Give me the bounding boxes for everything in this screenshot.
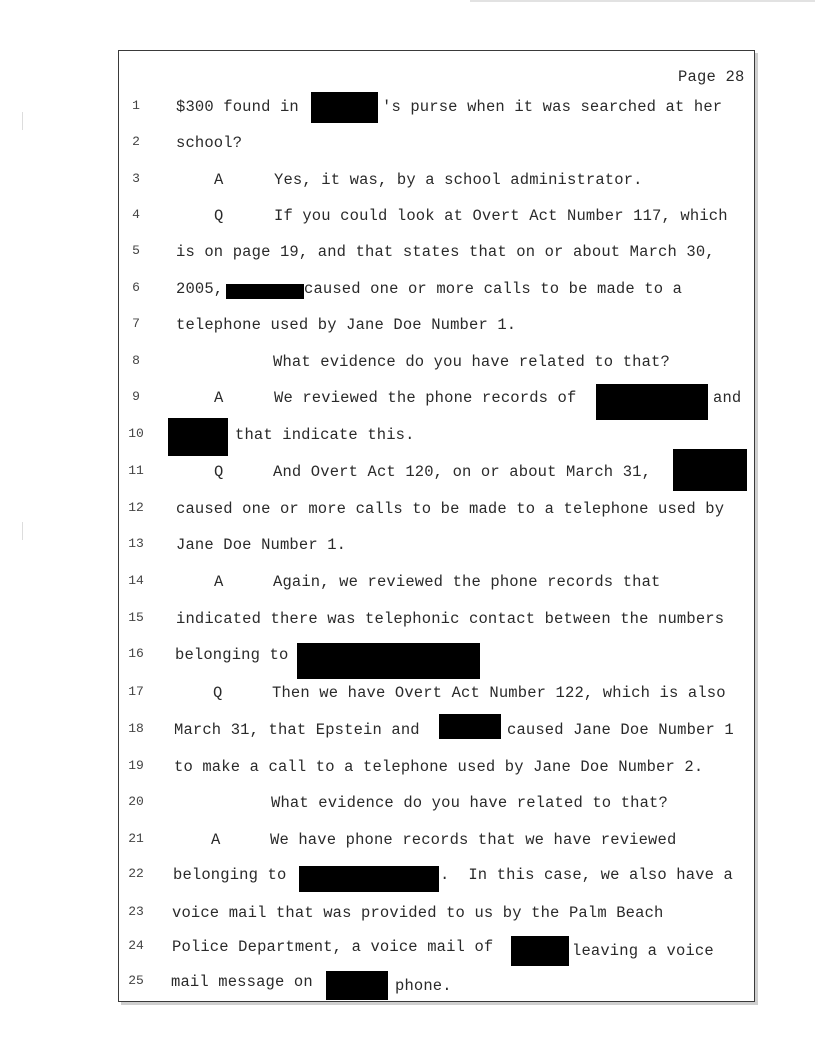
line-text: 's purse when it was searched at her [382,98,723,116]
line-number: 12 [128,500,144,515]
page-number: Page 28 [678,68,745,86]
line-text: We have phone records that we have reviewed [270,831,677,849]
transcript-line-20 [0,794,815,824]
transcript-line-25 [0,973,815,1003]
redaction-box [311,92,378,123]
transcript-line-24 [0,938,815,968]
line-number: 3 [132,171,140,186]
transcript-line-6 [0,280,815,310]
transcript-line-23 [0,904,815,934]
transcript-line-4 [0,207,815,237]
line-text: 2005, [176,280,224,298]
transcript-line-18 [0,721,815,751]
line-text: What evidence do you have related to that? [273,353,670,371]
line-number: 9 [132,389,140,404]
question-marker: Q [213,684,223,702]
answer-marker: A [214,389,224,407]
transcript-line-13 [0,536,815,566]
transcript-line-2 [0,134,815,164]
redaction-box [511,936,569,966]
line-text: belonging to [173,866,287,884]
line-text: Then we have Overt Act Number 122, which is also [272,684,726,702]
line-number: 2 [132,134,140,149]
line-text: Police Department, a voice mail of [172,938,494,956]
line-text: indicated there was telephonic contact between the numbers [176,610,725,628]
redaction-box [326,971,388,1000]
transcript-line-8 [0,353,815,383]
transcript-line-1 [0,98,815,128]
transcript-line-19 [0,758,815,788]
redaction-box [297,643,480,679]
line-text: phone. [395,977,452,995]
line-text: caused one or more calls to be made to a [304,280,683,298]
line-text: and [713,389,742,407]
redaction-box [168,418,228,456]
line-number: 21 [128,831,144,846]
answer-marker: A [214,573,224,591]
line-text: Jane Doe Number 1. [176,536,347,554]
answer-marker: A [214,171,224,189]
transcript-line-7 [0,316,815,346]
line-number: 11 [128,463,144,478]
answer-marker: A [211,831,221,849]
line-text: caused Jane Doe Number 1 [507,721,734,739]
line-number: 24 [128,938,144,953]
line-number: 4 [132,207,140,222]
transcript-line-22 [0,866,815,896]
line-number: 14 [128,573,144,588]
line-number: 17 [128,684,144,699]
line-number: 7 [132,316,140,331]
redaction-box [226,284,304,299]
redaction-box [439,714,501,739]
transcript-line-3 [0,171,815,201]
line-number: 19 [128,758,144,773]
line-text: . In this case, we also have a [440,866,733,884]
transcript-line-14 [0,573,815,603]
line-text: that indicate this. [235,426,415,444]
transcript-line-11 [0,463,815,493]
line-number: 1 [132,98,140,113]
line-number: 18 [128,721,144,736]
transcript-line-5 [0,243,815,273]
line-number: 22 [128,866,144,881]
question-marker: Q [214,463,224,481]
line-text: What evidence do you have related to that? [271,794,668,812]
line-text: is on page 19, and that states that on or about March 30, [176,243,715,261]
transcript-line-9 [0,389,815,419]
transcript-line-21 [0,831,815,861]
line-text: telephone used by Jane Doe Number 1. [176,316,517,334]
line-text: If you could look at Overt Act Number 117, which [274,207,728,225]
transcript-line-17 [0,684,815,714]
transcript-line-16 [0,646,815,676]
line-text: school? [176,134,243,152]
line-number: 15 [128,610,144,625]
redaction-box [299,866,439,892]
line-number: 20 [128,794,144,809]
line-number: 16 [128,646,144,661]
redaction-box [596,384,708,420]
line-text: March 31, that Epstein and [174,721,420,739]
line-text: mail message on [171,973,313,991]
line-text: We reviewed the phone records of [274,389,577,407]
line-text: leaving a voice [572,942,714,960]
line-text: And Overt Act 120, on or about March 31, [273,463,652,481]
line-text: caused one or more calls to be made to a telephone used by [176,500,725,518]
transcript-line-15 [0,610,815,640]
redaction-box [673,449,747,491]
line-number: 13 [128,536,144,551]
line-number: 5 [132,243,140,258]
transcript-line-12 [0,500,815,530]
line-text: Again, we reviewed the phone records that [273,573,661,591]
line-number: 8 [132,353,140,368]
line-number: 6 [132,280,140,295]
line-number: 25 [128,973,144,988]
line-number: 23 [128,904,144,919]
line-number: 10 [128,426,144,441]
line-text: to make a call to a telephone used by Jane Doe Number 2. [174,758,704,776]
line-text: Yes, it was, by a school administrator. [274,171,643,189]
question-marker: Q [214,207,224,225]
line-text: voice mail that was provided to us by the Palm Beach [172,904,664,922]
line-text: belonging to [175,646,289,664]
scan-edge-line [470,0,815,2]
line-text: $300 found in [176,98,299,116]
